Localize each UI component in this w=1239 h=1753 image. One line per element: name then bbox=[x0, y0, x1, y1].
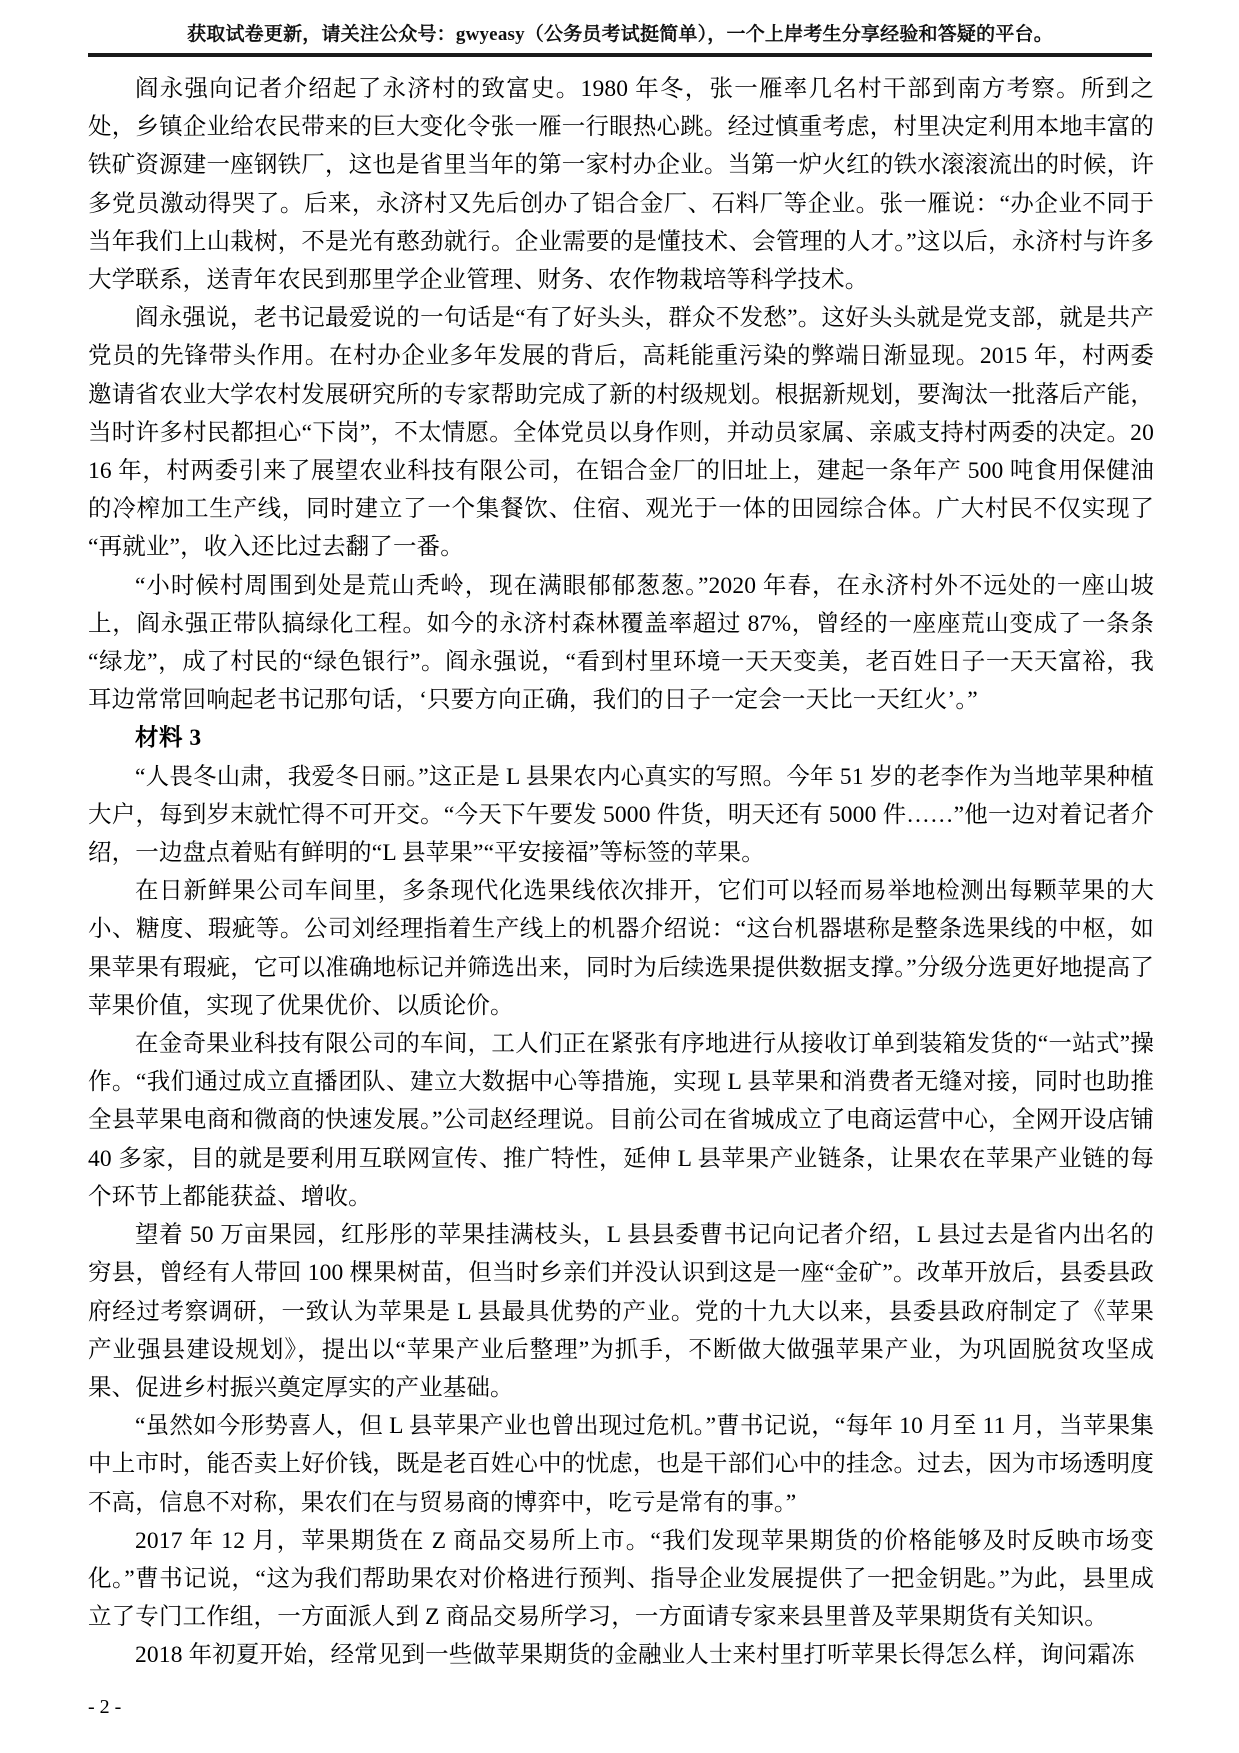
section-heading-material-3: 材料 3 bbox=[135, 725, 202, 752]
paragraph: “人畏冬山肃，我爱冬日丽。”这正是 L 县果农内心真实的写照。今年 51 岁的老李作为当地苹果种植大户，每到岁末就忙得不可开交。“今天下午要发 5000 件货，明天还有 5000 件……”他一边对着记者介绍，一边盘点着贴有鲜明的“L 县苹果”“平安接福”等标签的苹果。 bbox=[88, 763, 1154, 867]
header-notice-text: 获取试卷更新，请关注公众号：gwyeasy（公务员考试挺简单），一个上岸考生分享经验和答疑的平台。 bbox=[187, 24, 1053, 45]
document-body bbox=[88, 70, 1154, 1675]
page-footer bbox=[88, 1696, 1152, 1719]
paragraph: “虽然如今形势喜人，但 L 县苹果产业也曾出现过危机。”曹书记说，“每年 10 月至 11 月，当苹果集中上市时，能否卖上好价钱，既是老百姓心中的忧虑，也是干部们心中的挂念。过去，因为市场透明度不高，信息不对称，果农们在与贸易商的博弈中，吃亏是常有的事。” bbox=[88, 1413, 1154, 1516]
paragraph: 2018 年初夏开始，经常见到一些做苹果期货的金融业人士来村里打听苹果长得怎么样，询问霜冻 bbox=[135, 1642, 1135, 1669]
paragraph: 望着 50 万亩果园，红彤彤的苹果挂满枝头，L 县县委曹书记向记者介绍，L 县过去是省内出名的穷县，曾经有人带回 100 棵果树苗，但当时乡亲们并没认识到这是一座“金矿”。改革开放后，县委县政府经过考察调研，一致认为苹果是 L 县最具优势的产业。党的十九大以来，县委县政府制定了《苹果产业强县建设规划》，提出以“苹果产业后整理”为抓手，不断做大做强苹果产业，为巩固脱贫攻坚成果、促进乡村振兴奠定厚实的产业基础。 bbox=[88, 1222, 1154, 1401]
paragraph: 阎永强向记者介绍起了永济村的致富史。1980 年冬，张一雁率几名村干部到南方考察。所到之处，乡镇企业给农民带来的巨大变化令张一雁一行眼热心跳。经过慎重考虑，村里决定利用本地丰富的铁矿资源建一座钢铁厂，这也是省里当年的第一家村办企业。当第一炉火红的铁水滚滚流出的时候，许多党员激动得哭了。后来，永济村又先后创办了铝合金厂、石料厂等企业。张一雁说：“办企业不同于当年我们上山栽树，不是光有憨劲就行。企业需要的是懂技术、会管理的人才。”这以后，永济村与许多大学联系，送青年农民到那里学企业管理、财务、农作物栽培等科学技术。 bbox=[88, 76, 1154, 294]
page-number: - 2 - bbox=[88, 1696, 122, 1718]
paragraph: 2017 年 12 月，苹果期货在 Z 商品交易所上市。“我们发现苹果期货的价格能够及时反映市场变化。”曹书记说，“这为我们帮助果农对价格进行预判、指导企业发展提供了一把金钥匙。”为此，县里成立了专门工作组，一方面派人到 Z 商品交易所学习，一方面请专家来县里普及苹果期货有关知识。 bbox=[88, 1527, 1154, 1631]
header-divider-rule bbox=[88, 53, 1152, 57]
paragraph: 在金奇果业科技有限公司的车间，工人们正在紧张有序地进行从接收订单到装箱发货的“一站式”操作。“我们通过成立直播团队、建立大数据中心等措施，实现 L 县苹果和消费者无缝对接，同时也助推全县苹果电商和微商的快速发展。”公司赵经理说。目前公司在省城成立了电商运营中心，全网开设店铺 40 多家，目的就是要利用互联网宣传、推广特性，延伸 L 县苹果产业链条，让果农在苹果产业链的每个环节上都能获益、增收。 bbox=[88, 1031, 1154, 1210]
paragraph: 阎永强说，老书记最爱说的一句话是“有了好头头，群众不发愁”。这好头头就是党支部，就是共产党员的先锋带头作用。在村办企业多年发展的背后，高耗能重污染的弊端日渐显现。2015 年，村两委邀请省农业大学农村发展研究所的专家帮助完成了新的村级规划。根据新规划，要淘汰一批落后产能，当时许多村民都担心“下岗”，不太情愿。全体党员以身作则，并动员家属、亲戚支持村两委的决定。2016 年，村两委引来了展望农业科技有限公司，在铝合金厂的旧址上，建起一条年产 500 吨食用保健油的冷榨加工生产线，同时建立了一个集餐饮、住宿、观光于一体的田园综合体。广大村民不仅实现了“再就业”，收入还比过去翻了一番。 bbox=[88, 305, 1154, 561]
header-banner bbox=[88, 22, 1152, 57]
paragraph: 在日新鲜果公司车间里，多条现代化选果线依次排开，它们可以轻而易举地检测出每颗苹果的大小、糖度、瑕疵等。公司刘经理指着生产线上的机器介绍说：“这台机器堪称是整条选果线的中枢，如果苹果有瑕疵，它可以准确地标记并筛选出来，同时为后续选果提供数据支撑。”分级分选更好地提高了苹果价值，实现了优果优价、以质论价。 bbox=[88, 878, 1154, 1019]
paragraph: “小时候村周围到处是荒山秃岭，现在满眼郁郁葱葱。”2020 年春，在永济村外不远处的一座山坡上，阎永强正带队搞绿化工程。如今的永济村森林覆盖率超过 87%，曾经的一座座荒山变成了一条条“绿龙”，成了村民的“绿色银行”。阎永强说，“看到村里环境一天天变美，老百姓日子一天天富裕，我耳边常常回响起老书记那句话，‘只要方向正确，我们的日子一定会一天比一天红火’。” bbox=[88, 572, 1154, 714]
